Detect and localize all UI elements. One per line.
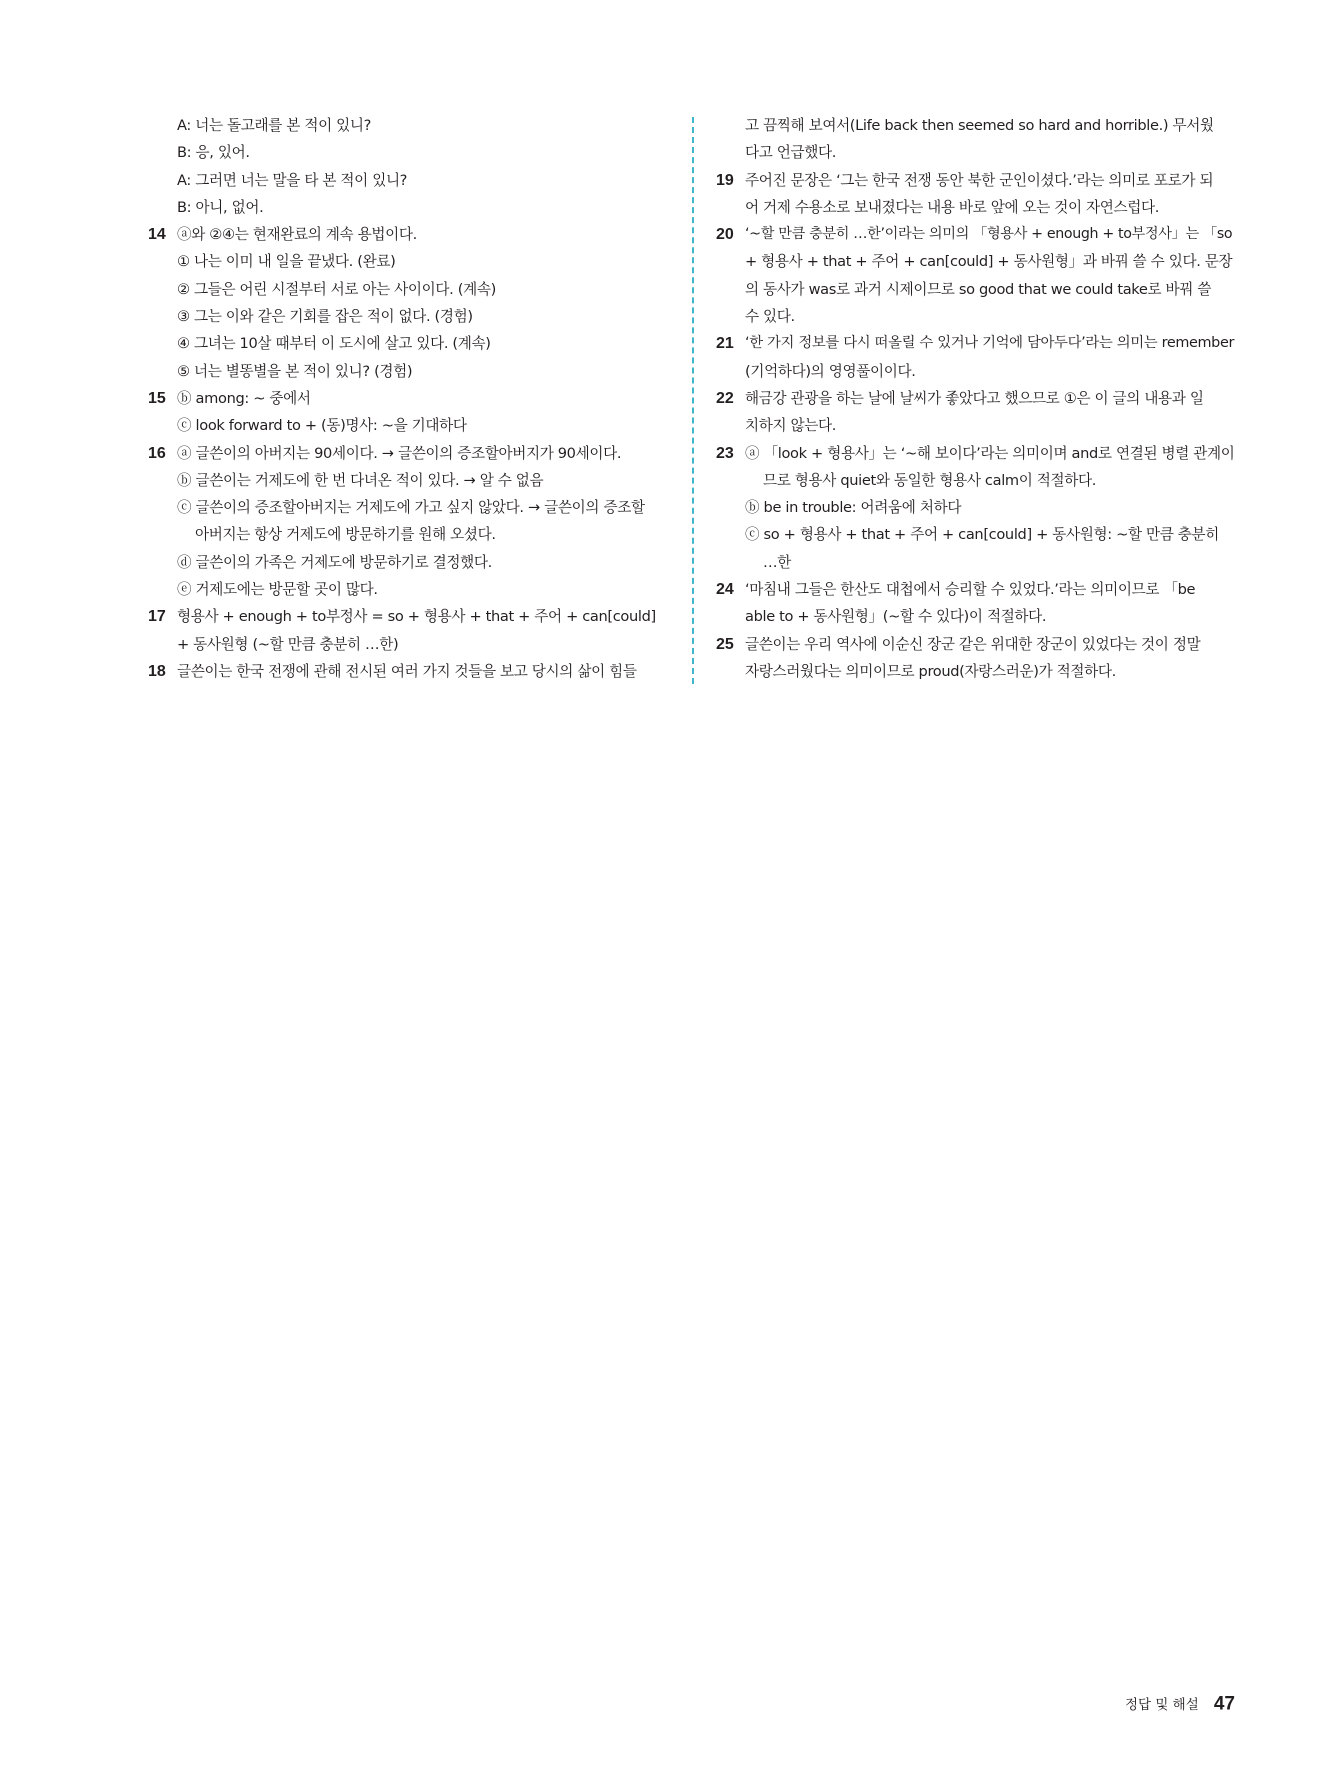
answer-text: ⑤ 너는 별똥별을 본 적이 있니? (경험) xyxy=(177,362,413,380)
question-number: 22 xyxy=(716,389,734,407)
answer-text: ⓐ 글쓴이의 아버지는 90세이다. → 글쓴이의 증조할아버지가 90세이다. xyxy=(177,444,622,462)
answer-text: + 형용사 + that + 주어 + can[could] + 동사원형」과 바꿔 쓸 수 있다. 문장 xyxy=(745,253,1233,271)
page-footer xyxy=(1125,1690,1235,1718)
answer-text-line xyxy=(148,330,668,357)
answer-text: ⓓ 글쓴이의 가족은 거제도에 방문하기로 결정했다. xyxy=(177,553,492,571)
answer-text-line xyxy=(148,412,668,439)
question-number: 25 xyxy=(716,635,734,653)
answer-text: 어 거제 수용소로 보내졌다는 내용 바로 앞에 오는 것이 자연스럽다. xyxy=(745,198,1160,216)
answer-text: ‘한 가지 정보를 다시 떠올릴 수 있거나 기억에 담아두다’라는 의미는 remember xyxy=(745,335,1235,352)
question-number: 23 xyxy=(716,444,734,462)
answer-text: A: 그러면 너는 말을 타 본 적이 있니? xyxy=(177,171,408,189)
answer-item-line xyxy=(148,440,668,467)
answer-text: 해금강 관광을 하는 날에 날씨가 좋았다고 했으므로 ①은 이 글의 내용과 일 xyxy=(745,389,1204,407)
answer-text-line xyxy=(148,549,668,576)
answer-text: ⓑ among: ~ 중에서 xyxy=(177,389,311,407)
answer-text-line xyxy=(148,112,668,139)
answer-text-line xyxy=(716,139,1235,166)
answer-text: B: 응, 있어. xyxy=(177,144,250,162)
answer-text: 자랑스러웠다는 의미이므로 proud(자랑스러운)가 적절하다. xyxy=(745,662,1116,680)
answer-text: 므로 형용사 quiet와 동일한 형용사 calm이 적절하다. xyxy=(763,471,1097,489)
answer-text-line xyxy=(716,603,1235,630)
answer-item-line xyxy=(716,440,1235,467)
answer-item-line xyxy=(716,576,1235,603)
answer-item-line xyxy=(148,658,668,685)
answer-text-line xyxy=(148,303,668,330)
question-number: 17 xyxy=(148,608,166,626)
answer-text-line xyxy=(716,549,1235,576)
answer-text-line xyxy=(716,303,1235,330)
answer-text: ‘마침내 그들은 한산도 대첩에서 승리할 수 있었다.’라는 의미이므로 「be xyxy=(745,581,1196,599)
answer-text-line xyxy=(716,521,1235,548)
footer-label: 정답 및 해설 xyxy=(1124,1696,1199,1713)
question-number: 16 xyxy=(148,444,166,462)
answer-item-line xyxy=(716,385,1235,412)
answer-text-line xyxy=(716,494,1235,521)
answer-text: able to + 동사원형」(~할 수 있다)이 적절하다. xyxy=(745,608,1047,626)
answer-text-line xyxy=(716,112,1235,139)
answer-text-line xyxy=(148,139,668,166)
answer-text: 수 있다. xyxy=(745,308,795,326)
answer-text-line xyxy=(716,248,1235,275)
answer-text: (기억하다)의 영영풀이이다. xyxy=(745,362,916,380)
answer-item-line xyxy=(716,330,1235,357)
answer-text-line xyxy=(148,467,668,494)
answer-text-line xyxy=(716,194,1235,221)
answer-text-line xyxy=(716,658,1235,685)
answer-text: ⓑ 글쓴이는 거제도에 한 번 다녀온 적이 있다. → 알 수 없음 xyxy=(177,471,544,489)
question-number: 18 xyxy=(148,662,166,680)
answer-text: 치하지 않는다. xyxy=(745,417,837,435)
answer-text-line xyxy=(148,276,668,303)
answer-text: 형용사 + enough + to부정사 = so + 형용사 + that + 주어 + can[could] xyxy=(177,608,656,626)
question-number: 14 xyxy=(148,226,166,244)
answer-text: 의 동사가 was로 과거 시제이므로 so good that we could take로 바꿔 쓸 xyxy=(745,280,1212,298)
page-number: 47 xyxy=(1213,1693,1235,1715)
answer-text: 고 끔찍해 보여서(Life back then seemed so hard and horrible.) 무서웠 xyxy=(745,117,1214,134)
answer-text: ⓒ so + 형용사 + that + 주어 + can[could] + 동사원형: ~할 만큼 충분히 xyxy=(745,526,1220,544)
answer-text: ④ 그녀는 10살 때부터 이 도시에 살고 있다. (계속) xyxy=(177,335,491,353)
answer-text-line xyxy=(148,494,668,521)
answer-item-line xyxy=(148,385,668,412)
answer-text-line xyxy=(716,358,1235,385)
answer-text: ⓐ와 ②④는 현재완료의 계속 용법이다. xyxy=(177,226,417,244)
answer-item-line xyxy=(716,221,1235,248)
answer-text: ⓐ 「look + 형용사」는 ‘~해 보이다’라는 의미이며 and로 연결된 병렬 관계이 xyxy=(745,444,1235,462)
answer-text: ① 나는 이미 내 일을 끝냈다. (완료) xyxy=(177,253,396,271)
answer-text: ⓑ be in trouble: 어려움에 처하다 xyxy=(745,499,962,517)
right-column xyxy=(716,112,1235,685)
answer-text: ② 그들은 어린 시절부터 서로 아는 사이이다. (계속) xyxy=(177,280,496,298)
answer-item-line xyxy=(148,221,668,248)
question-number: 24 xyxy=(716,581,734,599)
answer-text-line xyxy=(148,194,668,221)
answer-text-line xyxy=(148,576,668,603)
left-column xyxy=(148,112,668,685)
answer-item-line xyxy=(716,167,1235,194)
answer-text: B: 아니, 없어. xyxy=(177,198,264,216)
answer-item-line xyxy=(716,631,1235,658)
answer-text-line xyxy=(716,467,1235,494)
answer-text-line xyxy=(148,521,668,548)
answer-text: ⓔ 거제도에는 방문할 곳이 많다. xyxy=(177,581,378,599)
answer-text: ‘~할 만큼 충분히 …한’이라는 의미의 「형용사 + enough + to부정사」는 「so xyxy=(745,226,1233,243)
column-divider xyxy=(692,117,694,684)
answer-text-line xyxy=(148,631,668,658)
answer-text: 글쓴이는 한국 전쟁에 관해 전시된 여러 가지 것들을 보고 당시의 삶이 힘들 xyxy=(177,662,637,680)
answer-text: ⓒ 글쓴이의 증조할아버지는 거제도에 가고 싶지 않았다. → 글쓴이의 증조할 xyxy=(177,499,645,517)
question-number: 19 xyxy=(716,171,734,189)
answer-text: 글쓴이는 우리 역사에 이순신 장군 같은 위대한 장군이 있었다는 것이 정말 xyxy=(745,635,1201,653)
question-number: 15 xyxy=(148,389,166,407)
answer-item-line xyxy=(148,603,668,630)
answer-text: 아버지는 항상 거제도에 방문하기를 원해 오셨다. xyxy=(195,526,496,544)
answer-text: 다고 언급했다. xyxy=(745,144,837,162)
answer-text: A: 너는 돌고래를 본 적이 있니? xyxy=(177,117,372,134)
answer-text-line xyxy=(148,358,668,385)
answer-text: ③ 그는 이와 같은 기회를 잡은 적이 없다. (경험) xyxy=(177,308,473,326)
answer-text: + 동사원형 (~할 만큼 충분히 …한) xyxy=(177,635,399,653)
answer-text: 주어진 문장은 ‘그는 한국 전쟁 동안 북한 군인이셨다.’라는 의미로 포로가 되 xyxy=(745,171,1214,189)
answer-text: ⓒ look forward to + (동)명사: ~을 기대하다 xyxy=(177,417,467,435)
answer-text: …한 xyxy=(763,553,791,571)
question-number: 20 xyxy=(716,226,734,244)
answer-text-line xyxy=(716,412,1235,439)
answer-text-line xyxy=(148,248,668,275)
answer-text-line xyxy=(148,167,668,194)
answer-text-line xyxy=(716,276,1235,303)
question-number: 21 xyxy=(716,335,734,353)
